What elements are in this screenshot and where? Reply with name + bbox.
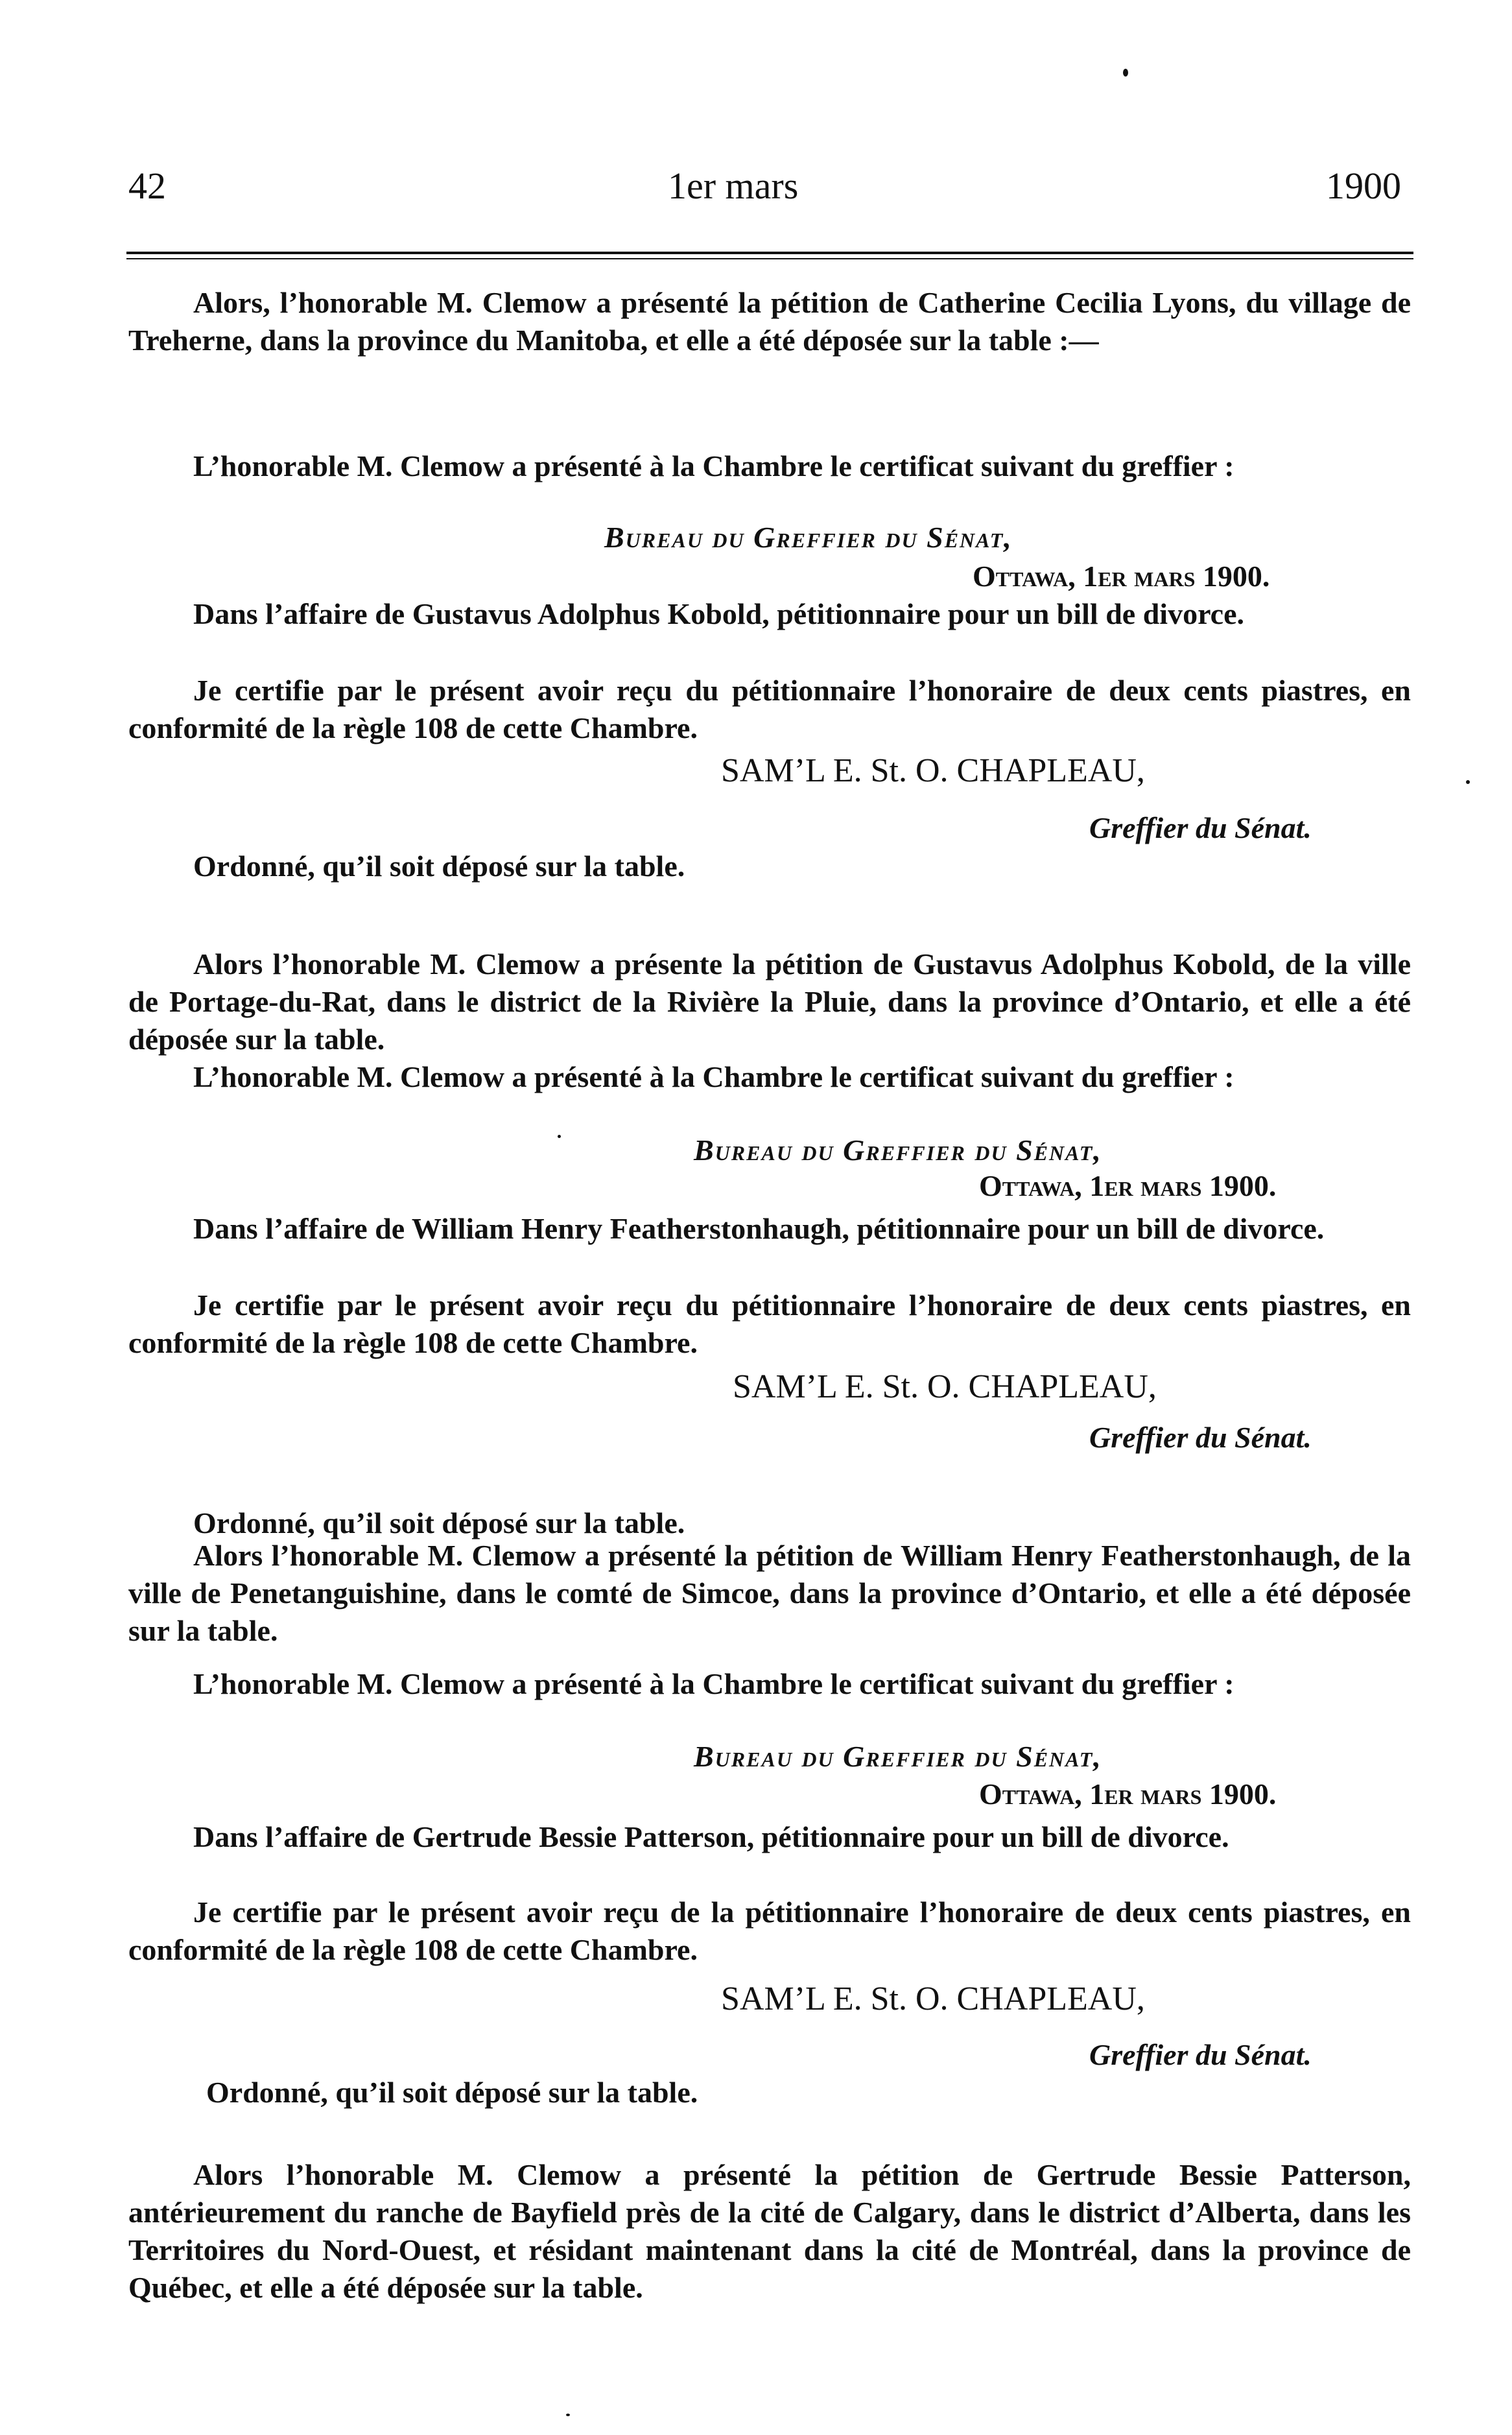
scan-speck bbox=[1123, 69, 1128, 77]
paragraph: Alors l’honorable M. Clemow a présente la pétition de Gustavus Adolphus Kobold, de la ville de Portage-du-Rat, dans le district de la Rivière la Pluie, dans la province d’Ontario, et elle a été déposée sur la table. bbox=[128, 947, 1411, 1056]
paragraph: Dans l’affaire de William Henry Featherstonhaugh, pétitionnaire pour un bill de divorce. bbox=[193, 1212, 1325, 1245]
paragraph: Je certifie par le présent avoir reçu du pétitionnaire l’honoraire de deux cents piastres, en conformité de la règle 108 de cette Chambre. bbox=[128, 674, 1411, 744]
bureau-date: Ottawa, 1er mars 1900. bbox=[973, 560, 1270, 593]
signature-title: Greffier du Sénat. bbox=[1089, 1421, 1312, 1454]
signature-title: Greffier du Sénat. bbox=[1089, 811, 1312, 844]
header-rule-thin bbox=[126, 258, 1413, 259]
signature-name: SAM’L E. St. O. CHAPLEAU, bbox=[733, 1368, 1157, 1405]
paragraph: L’honorable M. Clemow a présenté à la Chambre le certificat suivant du greffier : bbox=[193, 1060, 1234, 1093]
ordered-line: Ordonné, qu’il soit déposé sur la table. bbox=[193, 1506, 685, 1539]
header-rule bbox=[126, 252, 1413, 254]
scan-speck bbox=[1466, 780, 1470, 784]
bureau-heading: Bureau du Greffier du Sénat, bbox=[694, 1740, 1102, 1773]
page-number: 42 bbox=[128, 165, 166, 207]
scan-speck bbox=[558, 1135, 561, 1138]
bureau-date: Ottawa, 1er mars 1900. bbox=[979, 1169, 1277, 1202]
signature-name: SAM’L E. St. O. CHAPLEAU, bbox=[721, 752, 1145, 789]
header-date: 1er mars bbox=[668, 165, 799, 207]
paragraph: Dans l’affaire de Gertrude Bessie Patterson, pétitionnaire pour un bill de divorce. bbox=[193, 1820, 1229, 1853]
paragraph: Je certifie par le présent avoir reçu du pétitionnaire l’honoraire de deux cents piastres, en conformité de la règle 108 de cette Chambre. bbox=[128, 1289, 1411, 1359]
paragraph: Je certifie par le présent avoir reçu de la pétitionnaire l’honoraire de deux cents piastres, en conformité de la règle 108 de cette Chambre. bbox=[128, 1895, 1411, 1966]
bureau-heading: Bureau du Greffier du Sénat, bbox=[604, 521, 1013, 554]
paragraph: Alors, l’honorable M. Clemow a présenté la pétition de Catherine Cecilia Lyons, du village de Treherne, dans la province du Manitoba, et elle a été déposée sur la table :— bbox=[128, 286, 1411, 357]
paragraph: L’honorable M. Clemow a présenté à la Chambre le certificat suivant du greffier : bbox=[193, 1667, 1234, 1700]
ordered-line: Ordonné, qu’il soit déposé sur la table. bbox=[206, 2076, 698, 2109]
signature-name: SAM’L E. St. O. CHAPLEAU, bbox=[721, 1980, 1145, 2017]
header-year: 1900 bbox=[1326, 165, 1401, 207]
bureau-date: Ottawa, 1er mars 1900. bbox=[979, 1777, 1277, 1811]
paragraph: L’honorable M. Clemow a présenté à la Chambre le certificat suivant du greffier : bbox=[193, 449, 1234, 482]
paragraph: Dans l’affaire de Gustavus Adolphus Kobold, pétitionnaire pour un bill de divorce. bbox=[193, 597, 1244, 630]
ordered-line: Ordonné, qu’il soit déposé sur la table. bbox=[193, 849, 685, 883]
paragraph: Alors l’honorable M. Clemow a présenté la pétition de William Henry Featherstonhaugh, de la ville de Penetanguishine, dans le comté de Simcoe, dans la province d’Ontario, et elle a été déposée sur la table. bbox=[128, 1539, 1411, 1647]
scan-speck bbox=[566, 2414, 570, 2416]
paragraph: Alors l’honorable M. Clemow a présenté la pétition de Gertrude Bessie Patterson, antérieurement du ranche de Bayfield près de la cité de Calgary, dans le district d’Alberta, dans les Territoires du Nord-Ouest, et résidant maintenant dans la cité de Montréal, dans la province de Québec, et elle a été déposée sur la table. bbox=[128, 2158, 1411, 2304]
bureau-heading: Bureau du Greffier du Sénat, bbox=[694, 1134, 1102, 1167]
signature-title: Greffier du Sénat. bbox=[1089, 2038, 1312, 2071]
